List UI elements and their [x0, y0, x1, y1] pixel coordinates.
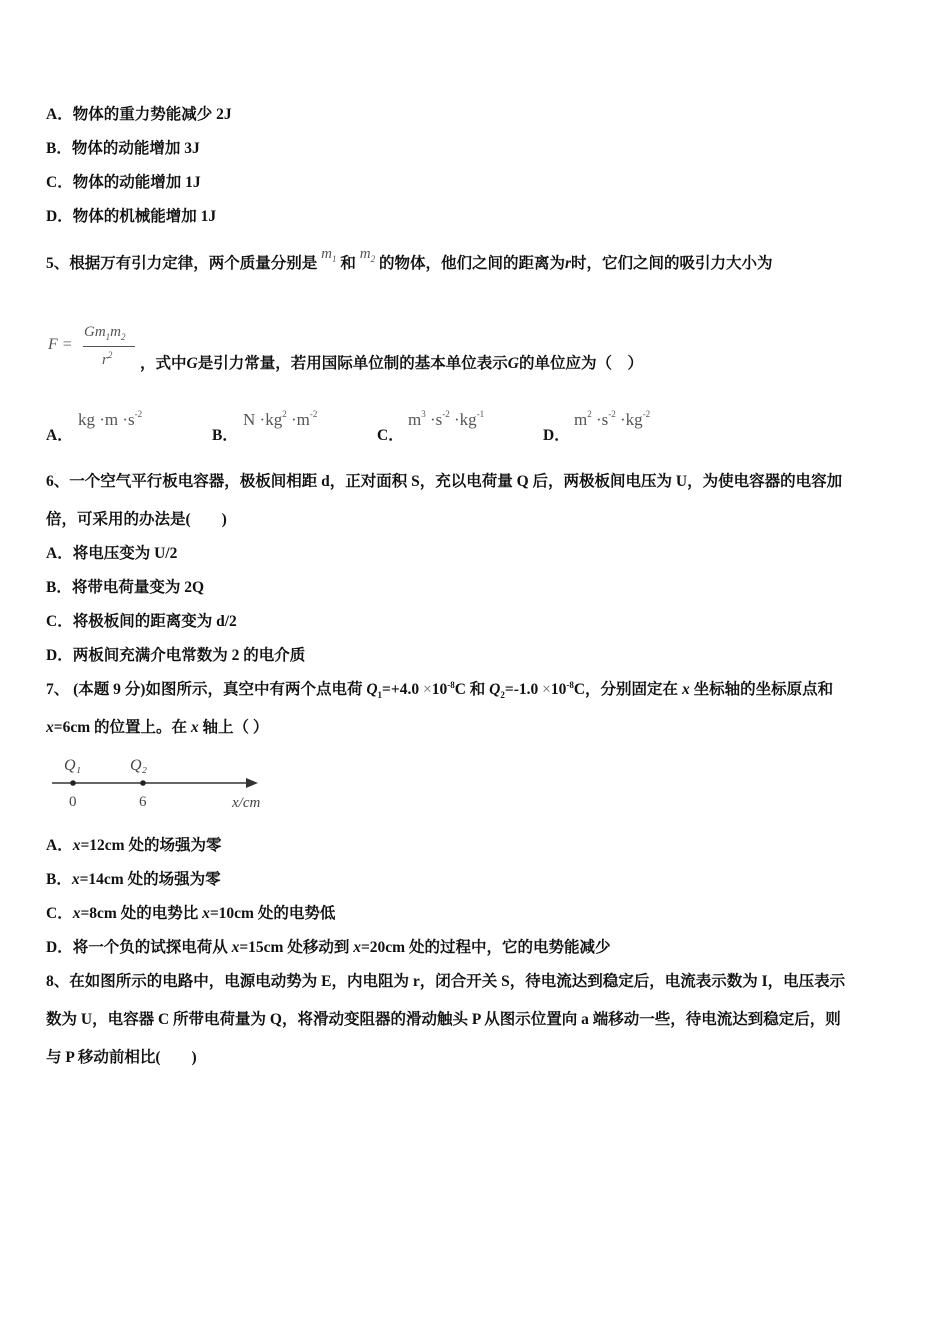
q5-m2: $m_2$ — [359, 246, 376, 264]
q5-option-b-label: B． — [212, 427, 238, 444]
q7-stem-line2: x=6cm 的位置上。在 x 轴上（ ） — [46, 719, 269, 736]
q6-option-c: C．将极板间的距离变为 d/2 — [46, 613, 237, 630]
axis-unit-label: x/cm — [232, 795, 261, 811]
q6-option-b: B．将带电荷量变为 2Q — [46, 579, 205, 596]
q5-option-c-label: C． — [377, 427, 404, 444]
q2-label: Q₂ — [130, 757, 148, 774]
q7-stem-line1: 7、 (本题 9 分)如图所示，真空中有两个点电荷 $Q_1=+4.0 \times 10^{-8}C$ 和 $Q_2=-1.0 \times 10^{-8}C$，分别固定在 x 坐标轴的坐标原点和 — [46, 679, 834, 701]
q7-option-b: B．x=14cm 处的场强为零 — [46, 871, 221, 888]
q4-option-c: C．物体的动能增加 1J — [46, 174, 201, 191]
q6-option-d: D．两板间充满介电常数为 2 的电介质 — [46, 647, 306, 664]
q5-stem-text-3: 时，它们之间的吸引力大小为 — [571, 255, 773, 272]
q5-option-a-unit: kg $\cdot m \cdot s^{-2}$ — [78, 409, 143, 429]
q7-option-a: A．x=12cm 处的场强为零 — [46, 837, 222, 854]
q8-stem-line1: 8、在如图所示的电路中，电源电动势为 E，内电阻为 r，闭合开关 S，待电流达到稳定后，电流表示数为 I，电压表示 — [46, 973, 846, 990]
q4-option-a: A．物体的重力势能减少 2J — [46, 106, 232, 123]
formula-denominator: $r^2$ — [102, 350, 113, 368]
q5-option-d-unit: $m^2 \cdot s^{-2} \cdot kg^{-2}$ — [574, 409, 651, 429]
q2-point — [140, 780, 146, 786]
q5-option-a-label: A． — [46, 427, 73, 444]
q5-stem — [46, 246, 773, 274]
charge-axis-figure — [46, 752, 276, 814]
q4-option-d: D．物体的机械能增加 1J — [46, 208, 217, 225]
formula-numerator: $Gm_1m_2$ — [84, 324, 126, 342]
x-axis-arrow — [246, 778, 258, 788]
q5-option-d-label: D． — [543, 427, 570, 444]
q5-option-b-unit: $N \cdot kg^2 \cdot m^{-2}$ — [243, 409, 318, 429]
q5-and: 和 — [340, 255, 356, 272]
q6-option-a: A．将电压变为 U/2 — [46, 545, 178, 562]
gravitation-formula — [48, 322, 143, 372]
q8-stem-line3: 与 P 移动前相比( ) — [46, 1049, 197, 1066]
q4-option-b: B．物体的动能增加 3J — [46, 140, 200, 157]
q5-stem-text-2: 的物体，他们之间的距离为 — [378, 255, 565, 272]
q5-r: r — [564, 255, 572, 272]
q7-option-c: C．x=8cm 处的电势比 x=10cm 处的电势低 — [46, 905, 336, 922]
tick-0: 0 — [69, 794, 77, 810]
q7-option-d: D．将一个负的试探电荷从 x=15cm 处移动到 x=20cm 处的过程中，它的电势能减少 — [46, 939, 611, 956]
q8-stem-line2: 数为 U，电容器 C 所带电荷量为 Q，将滑动变阻器的滑动触头 P 从图示位置向 a 端移动一些，待电流达到稳定后，则 — [46, 1011, 841, 1028]
q6-stem-line2: 倍，可采用的办法是( ) — [46, 511, 227, 528]
q6-stem-line1: 6、一个空气平行板电容器，极板间相距 d，正对面积 S，充以电荷量 Q 后，两极板间电压为 U，为使电容器的电容加 — [46, 473, 843, 490]
q5-m1: $m_1$ — [321, 246, 337, 264]
q5-stem-text: 5、根据万有引力定律，两个质量分别是 — [46, 255, 318, 272]
q5-option-c-unit: $m^3 \cdot s^{-2} \cdot kg^{-1}$ — [408, 409, 485, 429]
formula-lhs: F = — [48, 336, 73, 353]
q1-point — [70, 780, 76, 786]
fraction-bar — [83, 346, 135, 347]
q1-label: Q₁ — [64, 757, 82, 774]
q5-formula-tail: ，式中G是引力常量，若用国际单位制的基本单位表示G的单位应为（ ） — [140, 355, 643, 372]
tick-6: 6 — [139, 794, 147, 810]
